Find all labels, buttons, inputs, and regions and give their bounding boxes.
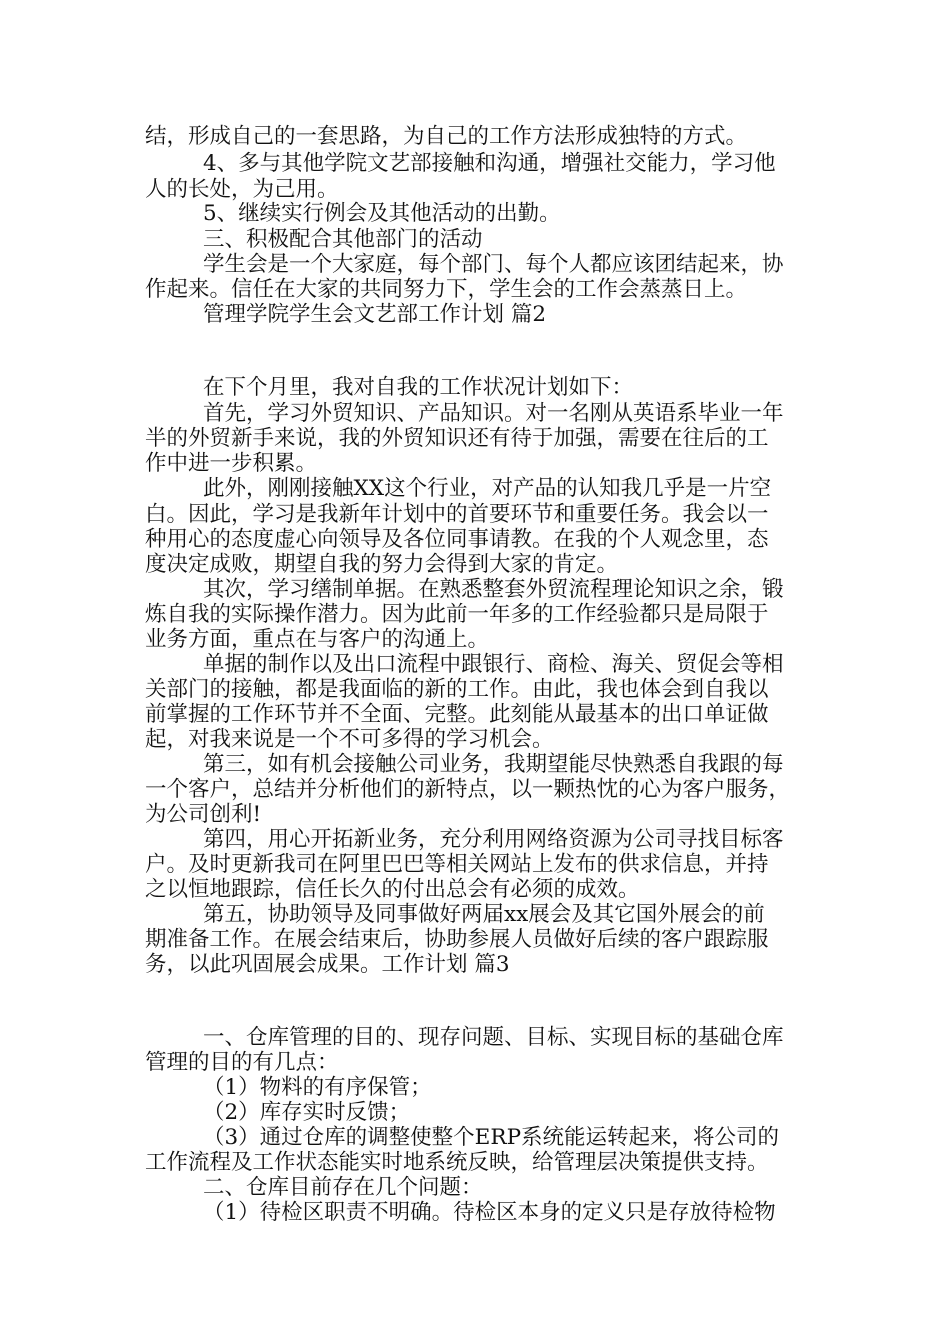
text-line: 第三，如有机会接触公司业务，我期望能尽快熟悉自我跟的每 — [203, 752, 784, 777]
text-line: 白。因此，学习是我新年计划中的首要环节和重要任务。我会以一 — [145, 502, 769, 527]
text-line: 业务方面，重点在与客户的沟通上。 — [145, 627, 490, 652]
text-line: 之以恒地跟踪，信任长久的付出总会有必须的成效。 — [145, 877, 640, 902]
text-line: 人的长处，为己用。 — [145, 177, 339, 202]
text-line: 关部门的接触，都是我面临的新的工作。由此，我也体会到自我以 — [145, 677, 769, 702]
list-item: （2）库存实时反馈； — [203, 1100, 411, 1125]
text-line: 作起来。信任在大家的共同努力下，学生会的工作会蒸蒸日上。 — [145, 277, 748, 302]
text-line: 期准备工作。在展会结束后，协助参展人员做好后续的客户跟踪服 — [145, 927, 769, 952]
text-line: 学生会是一个大家庭，每个部门、每个人都应该团结起来，协 — [203, 252, 784, 277]
text-line: 炼自我的实际操作潜力。因为此前一年多的工作经验都只是局限于 — [145, 602, 769, 627]
text-line: 务，以此巩固展会成果。工作计划 篇3 — [145, 952, 510, 977]
list-item: （1）物料的有序保管； — [203, 1075, 432, 1100]
list-item: （1）待检区职责不明确。待检区本身的定义只是存放待检物 — [203, 1200, 776, 1225]
text-line: 起，对我来说是一个不可多得的学习机会。 — [145, 727, 554, 752]
text-line: 此外，刚刚接触XX这个行业，对产品的认知我几乎是一片空 — [203, 476, 772, 501]
text-line: 工作流程及工作状态能实时地系统反映，给管理层决策提供支持。 — [145, 1150, 769, 1175]
text-line: 户。及时更新我司在阿里巴巴等相关网站上发布的供求信息，并持 — [145, 852, 769, 877]
text-line: 单据的制作以及出口流程中跟银行、商检、海关、贸促会等相 — [203, 652, 784, 677]
text-line: 半的外贸新手来说，我的外贸知识还有待于加强，需要在往后的工 — [145, 426, 769, 451]
text-line: 首先，学习外贸知识、产品知识。对一名刚从英语系毕业一年 — [203, 401, 784, 426]
text-line: 第四，用心开拓新业务，充分利用网络资源为公司寻找目标客 — [203, 827, 784, 852]
text-line: 前掌握的工作环节并不全面、完整。此刻能从最基本的出口单证做 — [145, 702, 769, 727]
text-line: 第五，协助领导及同事做好两届xx展会及其它国外展会的前 — [203, 902, 765, 927]
text-line: 三、积极配合其他部门的活动 — [203, 227, 483, 252]
text-line: 管理的目的有几点： — [145, 1050, 339, 1075]
text-line: 度决定成败，期望自我的努力会得到大家的肯定。 — [145, 552, 619, 577]
list-item: （3）通过仓库的调整使整个ERP系统能运转起来，将公司的 — [203, 1125, 780, 1150]
text-line: 二、仓库目前存在几个问题： — [203, 1175, 483, 1200]
text-line: 作中进一步积累。 — [145, 451, 318, 476]
text-line: 种用心的态度虚心向领导及各位同事请教。在我的个人观念里，态 — [145, 527, 769, 552]
text-line: 一个客户，总结并分析他们的新特点，以一颗热忱的心为客户服务， — [145, 777, 791, 802]
text-line: 为公司创利! — [145, 802, 262, 827]
text-line: 在下个月里，我对自我的工作状况计划如下： — [203, 375, 634, 400]
text-line: 其次，学习缮制单据。在熟悉整套外贸流程理论知识之余，锻 — [203, 577, 784, 602]
text-line: 4、多与其他学院文艺部接触和沟通，增强社交能力，学习他 — [203, 151, 776, 176]
section-heading: 管理学院学生会文艺部工作计划 篇2 — [203, 302, 547, 327]
text-line: 5、继续实行例会及其他活动的出勤。 — [203, 201, 561, 226]
text-line: 结，形成自己的一套思路，为自己的工作方法形成独特的方式。 — [145, 124, 748, 149]
text-line: 一、仓库管理的目的、现存问题、目标、实现目标的基础仓库 — [203, 1025, 784, 1050]
